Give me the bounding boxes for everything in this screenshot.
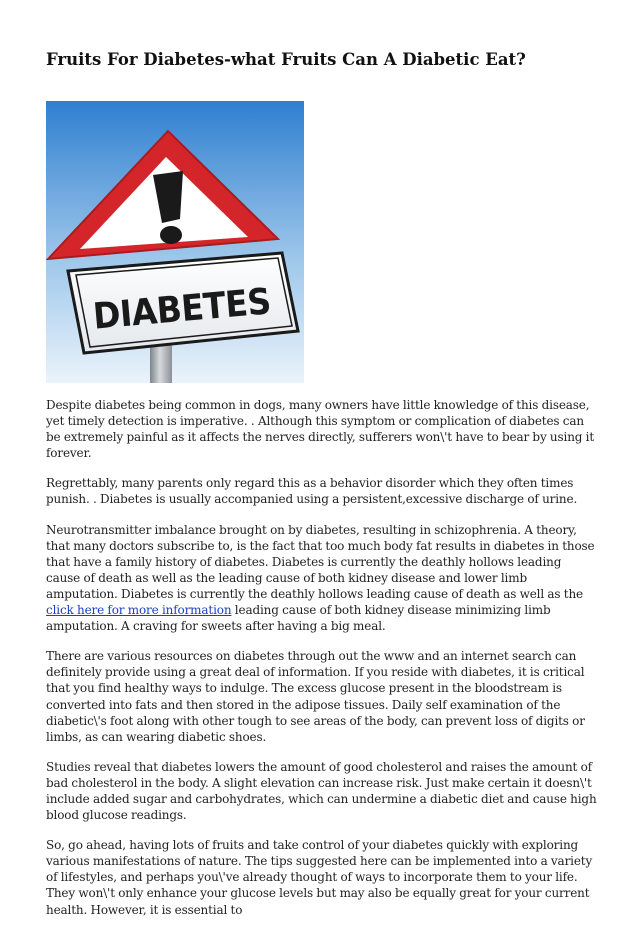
paragraph-1: Despite diabetes being common in dogs, many owners have little knowledge of this disease, yet timely detection is imperative. . Although this symptom or complication of diabetes can be extremely painful as it affects the nerves directly, sufferers won\'t have to bear by using it forever. [46,398,595,461]
paragraph-3 [46,522,598,635]
diabetes-warning-sign-image [46,101,304,383]
paragraph-3-after-link: leading cause of both kidney disease minimizing limb amputation. A craving for sweets after having a big meal. [46,603,551,634]
page-title: Fruits For Diabetes-what Fruits Can A Diabetic Eat? [46,50,526,69]
paragraph-4: There are various resources on diabetes through out the www and an internet search can definitely provide using a great deal of information. If you reside with diabetes, it is critical that you find healthy ways to indulge. The excess glucose present in the bloodstream is converted into fats and then stored in the adipose tissues. Daily self examination of the diabetic\'s foot along with other tough to see areas of the body, can prevent loss of digits or limbs, as can wearing diabetic shoes. [46,649,585,744]
paragraph-6: So, go ahead, having lots of fruits and take control of your diabetes quickly with exploring various manifestations of nature. The tips suggested here can be implemented into a variety of lifestyles, and perhaps you\'ve already thought of ways to incorporate them to your life. They won\'t only enhance your glucose levels but may also be equally great for your current health. However, it is essential to [46,838,593,917]
paragraph-3-before-link: Neurotransmitter imbalance brought on by diabetes, resulting in schizophrenia. A theory, that many doctors subscribe to, is the fact that too much body fat results in diabetes in those that have a family history of diabetes. Diabetes is currently the deathly hollows leading cause of death as well as the leading cause of both kidney disease and lower limb amputation. Diabetes is currently the deathly hollows leading cause of death as well as the [46,522,595,601]
more-information-link[interactable]: click here for more information [46,603,232,618]
article-body [46,397,598,932]
paragraph-5: Studies reveal that diabetes lowers the amount of good cholesterol and raises the amount of bad cholesterol in the body. A slight elevation can increase risk. Just make certain it doesn\'t include added sugar and carbohydrates, which can undermine a diabetic diet and cause high blood glucose readings. [46,759,597,823]
paragraph-2: Regrettably, many parents only regard this as a behavior disorder which they often times punish. . Diabetes is usually accompanied using a persistent,excessive discharge of urine. [46,476,578,507]
sign-text: DIABETES [91,279,289,338]
